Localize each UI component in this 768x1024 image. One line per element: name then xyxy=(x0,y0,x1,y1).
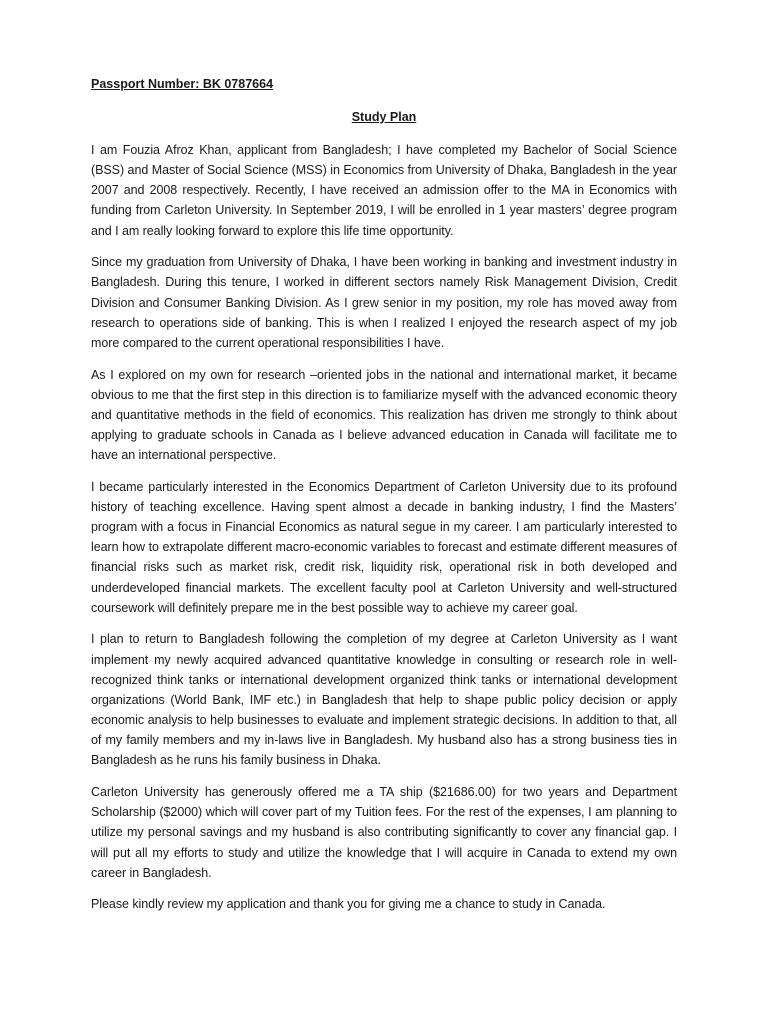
paragraph-program-interest: I became particularly interested in the Economics Department of Carleton University due to its profound history of teaching excellence. Having spent almost a decade in banking industry, I find the Masters’ program with a focus in Financial Economics as natural segue in my career. I am particularly interested to learn how to extrapolate different macro-economic variables to forecast and estimate different measures of financial risks such as market risk, credit risk, liquidity risk, operational risk in both developed and underdeveloped financial markets. The excellent faculty pool at Carleton University and well-structured coursework will definitely prepare me in the best possible way to achieve my career goal. xyxy=(91,479,677,615)
paragraph-work-experience: Since my graduation from University of Dhaka, I have been working in banking and investment industry in Bangladesh. During this tenure, I worked in different sectors namely Risk Management Division, Credit Division and Consumer Banking Division. As I grew senior in my position, my role has moved away from research to operations side of banking. This is when I realized I enjoyed the research aspect of my job more compared to the current operational responsibilities I have. xyxy=(91,255,677,350)
paragraph-motivation: As I explored on my own for research –oriented jobs in the national and international market, it became obvious to me that the first step in this direction is to familiarize myself with the advanced economic theory and quantitative methods in the field of economics. This realization has driven me strongly to think about applying to graduate schools in Canada as I believe advanced education in Canada will facilitate me to have an international perspective. xyxy=(91,367,677,463)
paragraph-funding: Carleton University has generously offered me a TA ship ($21686.00) for two years and Department Scholarship ($2000) which will cover part of my Tuition fees. For the rest of the expenses, I am planning to utilize my personal savings and my husband is also contributing significantly to cover any financial gap. I will put all my efforts to study and utilize the knowledge that I will acquire in Canada to extend my own career in Bangladesh. xyxy=(91,785,677,880)
paragraph-return-plan: I plan to return to Bangladesh following the completion of my degree at Carleton University as I want implement my newly acquired advanced quantitative knowledge in consulting or research role in well-recognized think tanks or international development organized think tanks or international development organizations (World Bank, IMF etc.) in Bangladesh that help to shape public policy decision or apply economic analysis to help businesses to evaluate and implement strategic decisions. In addition to that, all of my family members and my in-laws live in Bangladesh. My husband also has a strong business ties in Bangladesh as he runs his family business in Dhaka. xyxy=(91,632,677,768)
document-body xyxy=(91,75,677,926)
passport-number-line: Passport Number: BK 0787664 xyxy=(91,77,274,91)
paragraph-introduction: I am Fouzia Afroz Khan, applicant from Bangladesh; I have completed my Bachelor of Social Science (BSS) and Master of Social Science (MSS) in Economics from University of Dhaka, Bangladesh in the year 2007 and 2008 respectively. Recently, I have received an admission offer to the MA in Economics with funding from Carleton University. In September 2019, I will be enrolled in 1 year masters’ degree program and I am really looking forward to explore this life time opportunity. xyxy=(91,143,677,238)
document-title: Study Plan xyxy=(351,110,417,124)
paragraph-closing: Please kindly review my application and thank you for giving me a chance to study in Canada. xyxy=(91,897,606,912)
